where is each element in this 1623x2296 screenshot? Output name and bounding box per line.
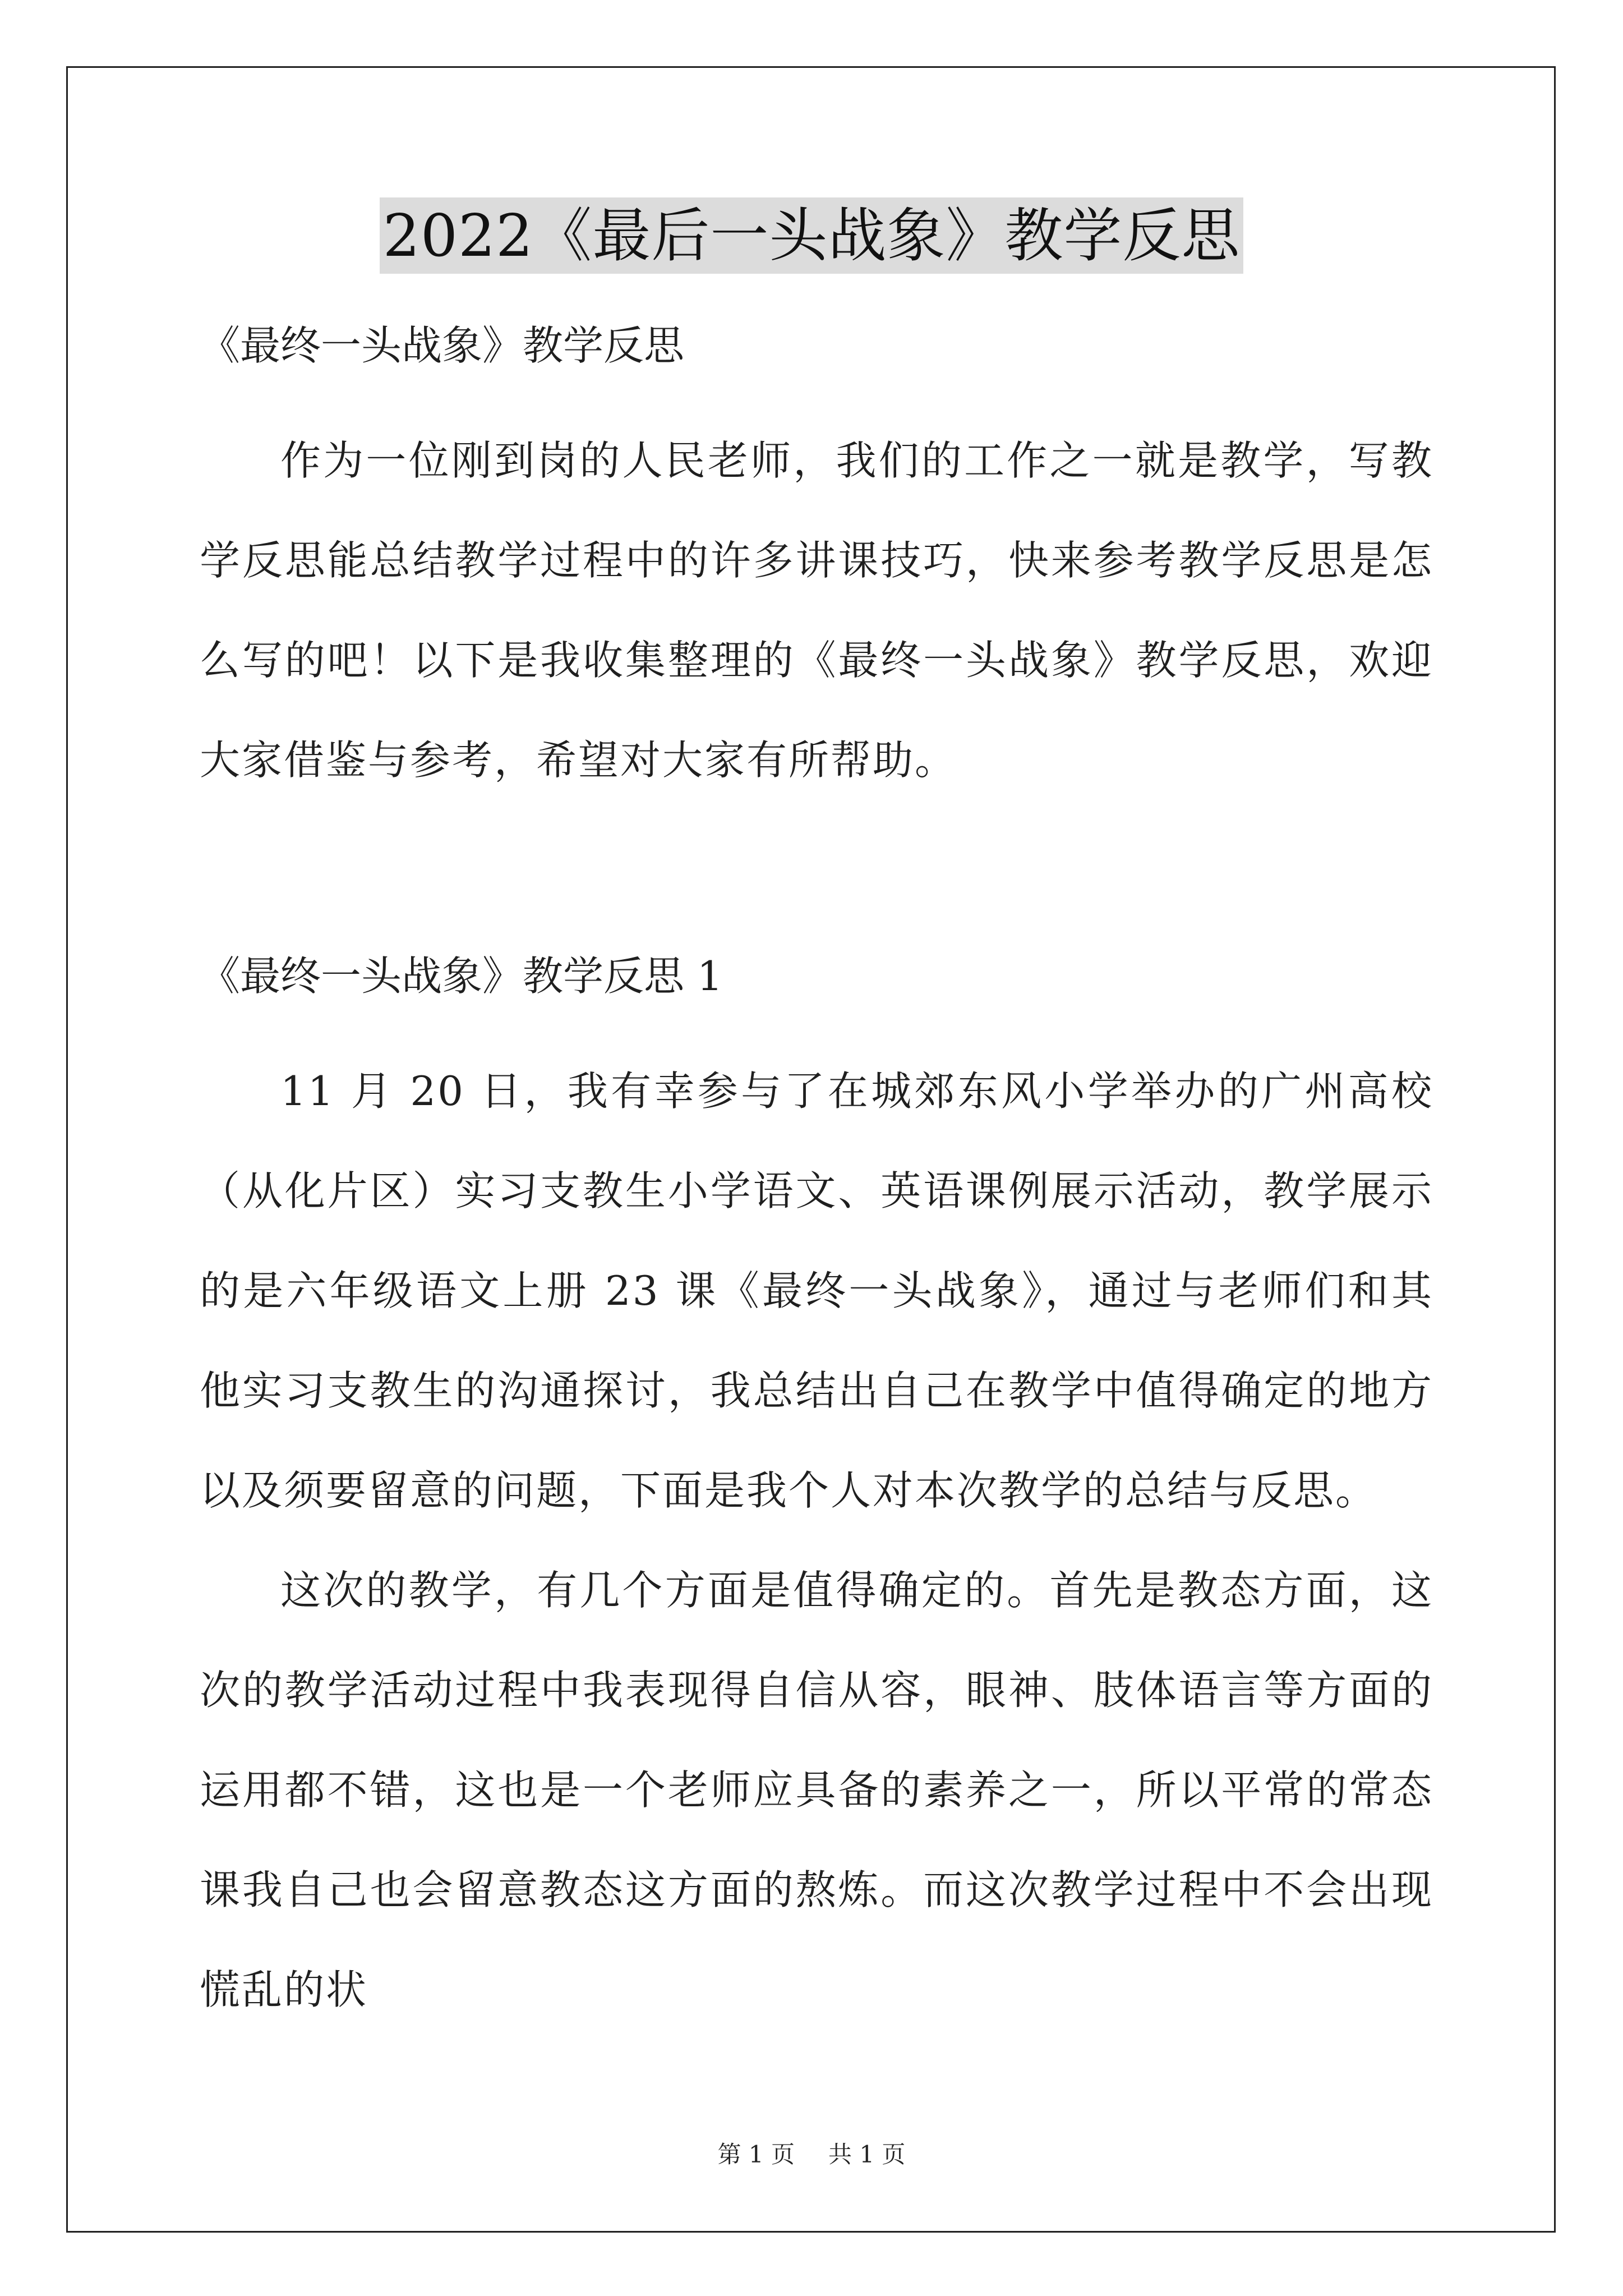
section1-heading: 《最终一头战象》教学反思 1	[200, 953, 723, 1000]
page-number: 第 1 页	[717, 2141, 795, 2168]
title-container	[0, 197, 1623, 274]
document-title: 2022《最后一头战象》教学反思	[380, 197, 1244, 274]
page-footer	[0, 2136, 1623, 2170]
document-body	[200, 314, 1433, 2040]
spacer	[200, 377, 1433, 411]
section1-paragraph-2: 这次的教学，有几个方面是值得确定的。首先是教态方面，这次的教学活动过程中我表现得自信从容，眼神、肢体语言等方面的运用都不错，这也是一个老师应具备的素养之一，所以平常的常态课我自己也会留意教态这方面的熬炼。而这次教学过程中不会出现慌乱的状	[200, 1567, 1433, 2013]
section1-paragraph-1: 11 月 20 日，我有幸参与了在城郊东风小学举办的广州高校（从化片区）实习支教生小学语文、英语课例展示活动，教学展示的是六年级语文上册 23 课《最终一头战象》，通过与老师们和其他实习支教生的沟通探讨，我总结出自己在教学中值得确定的地方以及须要留意的问题，下面是我个人对本次教学的总结与反思。	[200, 1068, 1433, 1514]
intro-heading: 《最终一头战象》教学反思	[200, 322, 685, 369]
intro-paragraph: 作为一位刚到岗的人民老师，我们的工作之一就是教学，写教学反思能总结教学过程中的许多讲课技巧，快来参考教学反思是怎么写的吧！以下是我收集整理的《最终一头战象》教学反思，欢迎大家借鉴与参考，希望对大家有所帮助。	[200, 437, 1433, 784]
section-spacer	[200, 810, 1433, 945]
spacer	[200, 1007, 1433, 1041]
page-total: 共 1 页	[828, 2141, 906, 2168]
